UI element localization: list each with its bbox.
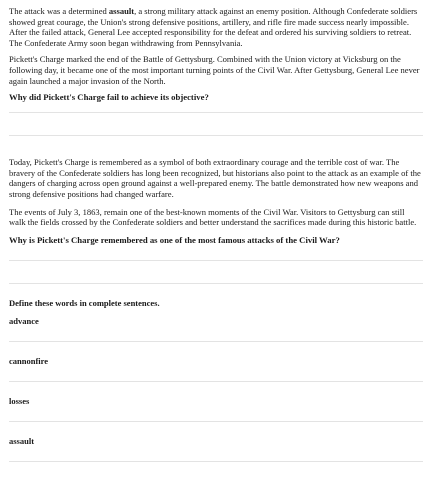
vocab-term-assault: assault [9, 435, 35, 446]
vocab-term-losses: losses [9, 395, 30, 406]
worksheet-page [9, 6, 423, 462]
passage-paragraph-3: Today, Pickett's Charge is remembered as a symbol of both extraordinary courage and the terrible cost of war. The bravery of the Confederate soldiers has long been recognized, but historians also point to the attack as an example of the dangers of charging across open ground against a well-prepared enemy. The battle demonstrated how new weapons and strong defensive positions had changed warfare. [9, 157, 421, 199]
passage-paragraph-1 [9, 6, 423, 48]
passage-p1-before: The attack was a determined [9, 6, 109, 16]
answer-line-assault[interactable] [9, 461, 423, 462]
passage-paragraph-2: Pickett's Charge marked the end of the Battle of Gettysburg. Combined with the Union victory at Vicksburg on the following day, it became one of the most important turning points of the Civil War. After Gettysburg, General Lee never again launched a major invasion of the North. [9, 54, 420, 86]
question-2: Why is Pickett's Charge remembered as one of the most famous attacks of the Civil War? [9, 234, 340, 245]
passage-paragraph-4: The events of July 3, 1863, remain one of the best-known moments of the Civil War. Visitors to Gettysburg can still walk the fields crossed by the Confederate soldiers and better understand the sacrifices made during this historic battle. [9, 206, 417, 228]
question-1: Why did Pickett's Charge fail to achieve its objective? [9, 92, 209, 103]
vocab-word-assault-inline: assault [108, 6, 135, 16]
passage-p1-after: , a strong military attack against an enemy position. Although Confederate soldiers showed great courage, the Union's strong defensive positions, artillery, and rifle fire made success nearly impossible. After the failed attack, General Lee accepted responsibility for the defeat and ordered his surviving soldiers to retreat. The Confederate Army soon began withdrawing from Pennsylvania. [9, 6, 418, 48]
vocabulary-instructions: Define these words in complete sentences. [9, 297, 160, 308]
vocab-term-advance: advance [9, 315, 39, 326]
vocab-term-cannonfire: cannonfire [9, 355, 49, 366]
